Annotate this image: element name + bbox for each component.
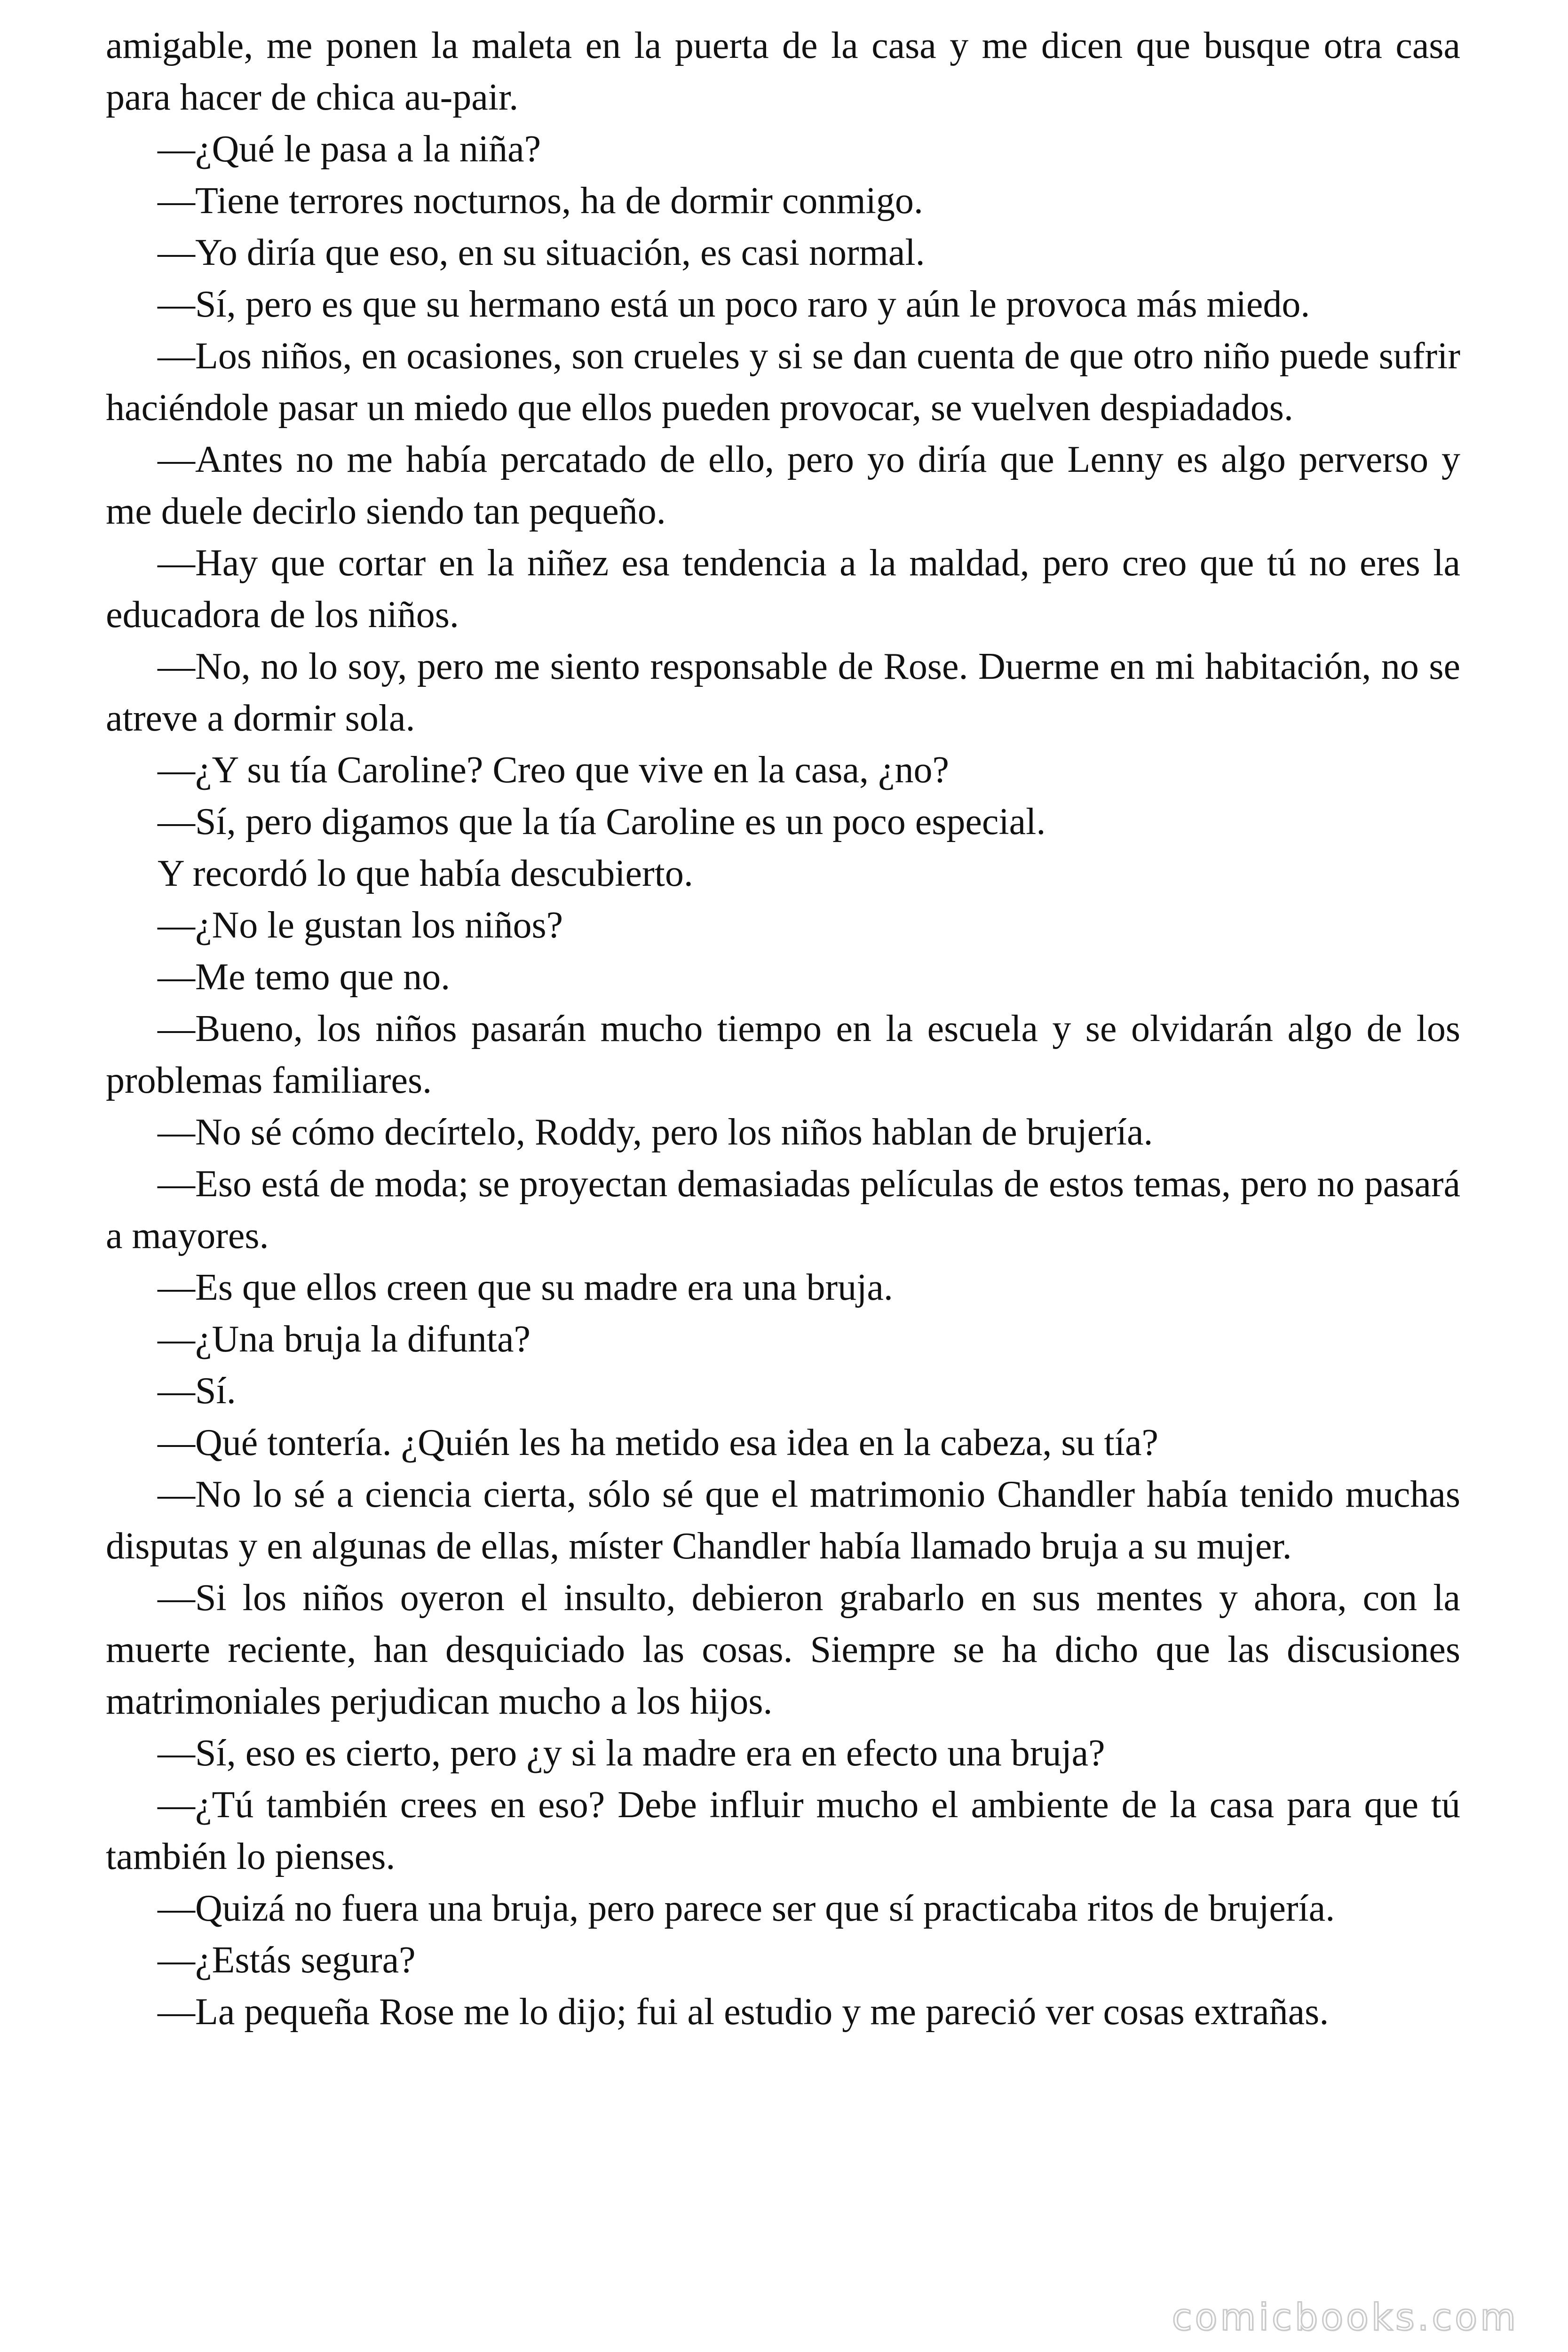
paragraph: —Sí.: [158, 1370, 236, 1412]
paragraph: —Quizá no fuera una bruja, pero parece ser que sí practicaba ritos de brujería.: [158, 1888, 1335, 1929]
paragraph: —Hay que cortar en la niñez esa tendencia a la maldad, pero creo que tú no eres la educadora de los niños.: [106, 542, 1460, 636]
paragraph: —Los niños, en ocasiones, son crueles y si se dan cuenta de que otro niño puede sufrir haciéndole pasar un miedo que ellos pueden provocar, se vuelven despiadados.: [106, 335, 1460, 429]
paragraph: —No sé cómo decírtelo, Roddy, pero los niños hablan de brujería.: [158, 1112, 1153, 1153]
paragraph: —Qué tontería. ¿Quién les ha metido esa idea en la cabeza, su tía?: [158, 1422, 1158, 1463]
paragraph: —¿Tú también crees en eso? Debe influir mucho el ambiente de la casa para que tú también lo pienses.: [106, 1784, 1460, 1877]
paragraph: —No lo sé a ciencia cierta, sólo sé que el matrimonio Chandler había tenido muchas disputas y en algunas de ellas, míster Chandler había llamado bruja a su mujer.: [106, 1474, 1460, 1567]
site-watermark: comicbooks.com: [1172, 2296, 1519, 2339]
paragraph: —¿Qué le pasa a la niña?: [158, 128, 541, 170]
paragraph: —La pequeña Rose me lo dijo; fui al estudio y me pareció ver cosas extrañas.: [158, 1991, 1329, 2033]
paragraph: —Me temo que no.: [158, 956, 451, 998]
paragraph: —Tiene terrores nocturnos, ha de dormir conmigo.: [158, 180, 923, 222]
paragraph: —¿Estás segura?: [158, 1939, 416, 1981]
paragraph: —Sí, eso es cierto, pero ¿y si la madre era en efecto una bruja?: [158, 1732, 1105, 1774]
paragraph: —Antes no me había percatado de ello, pero yo diría que Lenny es algo perverso y me duele decirlo siendo tan pequeño.: [106, 439, 1460, 532]
paragraph: —¿Y su tía Caroline? Creo que vive en la casa, ¿no?: [158, 749, 950, 791]
paragraph: —No, no lo soy, pero me siento responsable de Rose. Duerme en mi habitación, no se atreve a dormir sola.: [106, 646, 1460, 739]
paragraph: —Si los niños oyeron el insulto, debieron grabarlo en sus mentes y ahora, con la muerte reciente, han desquiciado las cosas. Siempre se ha dicho que las discusiones matrimoniales perjudican mucho a los hijos.: [106, 1577, 1460, 1722]
paragraph: Y recordó lo que había descubierto.: [158, 853, 693, 894]
paragraph: —Yo diría que eso, en su situación, es casi normal.: [158, 232, 925, 273]
body-text: [106, 20, 1460, 2038]
paragraph: —Eso está de moda; se proyectan demasiadas películas de estos temas, pero no pasará a mayores.: [106, 1163, 1460, 1256]
paragraph: —¿No le gustan los niños?: [158, 905, 563, 946]
paragraph: —Bueno, los niños pasarán mucho tiempo en la escuela y se olvidarán algo de los problemas familiares.: [106, 1008, 1460, 1101]
paragraph: —Sí, pero es que su hermano está un poco raro y aún le provoca más miedo.: [158, 284, 1310, 325]
paragraph: —Sí, pero digamos que la tía Caroline es un poco especial.: [158, 801, 1046, 842]
paragraph: amigable, me ponen la maleta en la puerta de la casa y me dicen que busque otra casa para hacer de chica au-pair.: [106, 25, 1460, 118]
paragraph: —Es que ellos creen que su madre era una bruja.: [158, 1267, 893, 1308]
paragraph: —¿Una bruja la difunta?: [158, 1319, 531, 1360]
